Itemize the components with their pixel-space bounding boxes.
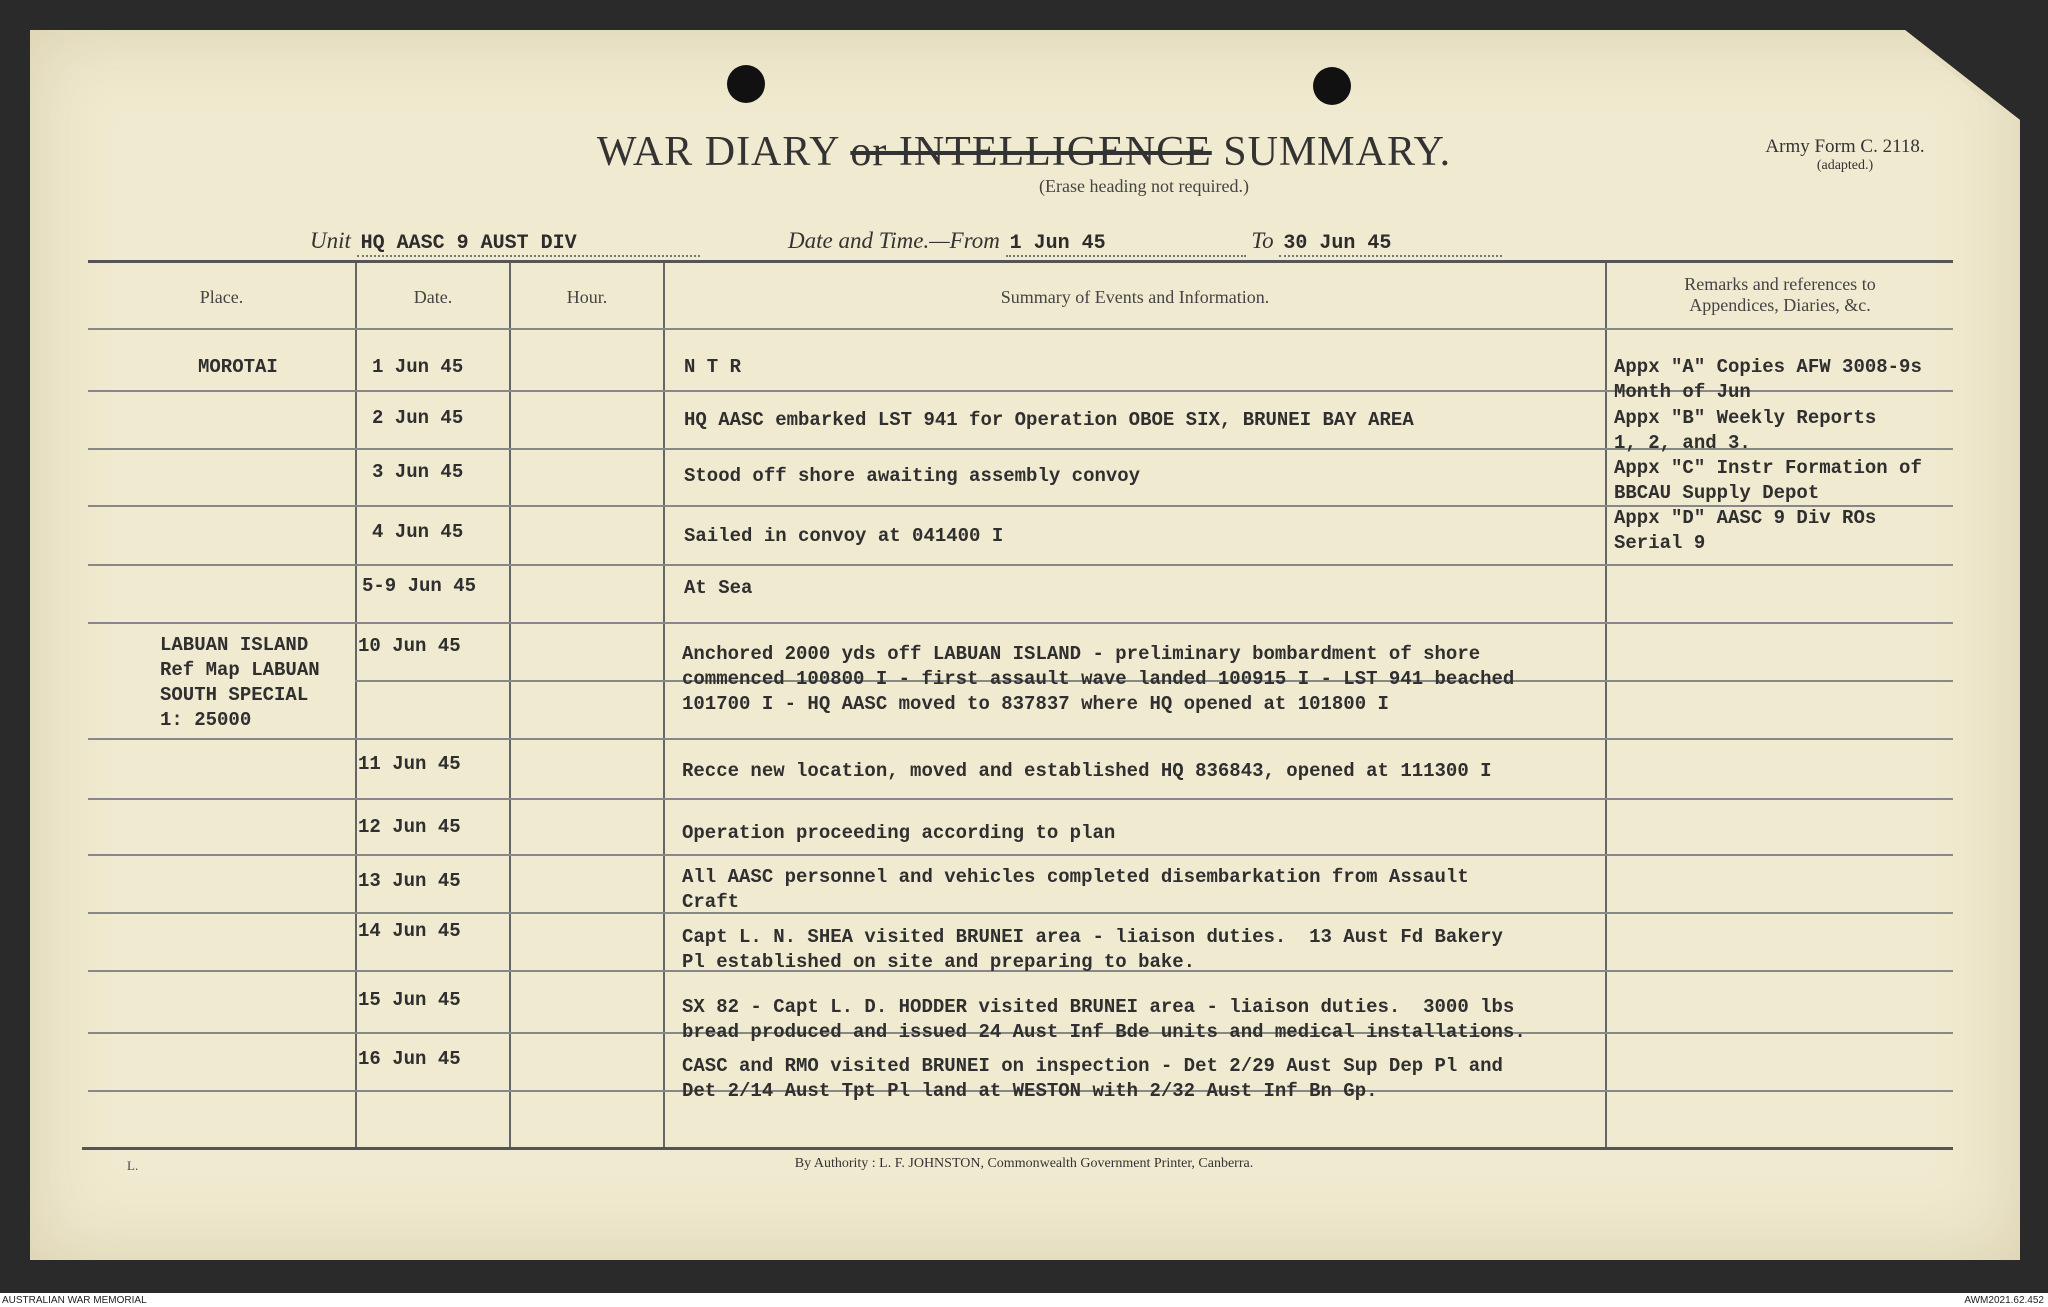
entry-date: 5-9 Jun 45: [362, 575, 477, 597]
row-rule: [88, 854, 1953, 856]
archive-accession-number: AWM2021.62.452: [1964, 1295, 2044, 1306]
row-rule: [88, 622, 1953, 624]
army-form-number: [1745, 136, 1945, 174]
row-rule: [88, 798, 1953, 800]
entry-summary: HQ AASC embarked LST 941 for Operation OBOE SIX, BRUNEI BAY AREA: [684, 409, 1414, 431]
title-summary: SUMMARY.: [1223, 129, 1452, 175]
archive-caption-strip: [0, 1293, 2048, 1307]
entry-summary: Recce new location, moved and established HQ 836843, opened at 111300 I: [682, 760, 1492, 782]
form-subtitle: (Erase heading not required.): [1039, 176, 1249, 196]
punch-hole-right: [1313, 67, 1351, 105]
remark-appendix-c: Appx "C" Instr Formation of BBCAU Supply Depot: [1614, 457, 1922, 504]
title-war-diary: WAR DIARY: [596, 129, 839, 175]
entry-summary: CASC and RMO visited BRUNEI on inspection - Det 2/29 Aust Sup Dep Pl and Det 2/14 Aust Tpt Pl land at WESTON with 2/32 Aust Inf Bn Gp.: [682, 1055, 1503, 1102]
remarks-header-line2: Appendices, Diaries, &c.: [1689, 295, 1871, 315]
entry-date: 13 Jun 45: [358, 870, 461, 892]
entry-date: 11 Jun 45: [358, 753, 461, 775]
row-rule: [88, 738, 1953, 740]
entry-summary: Operation proceeding according to plan: [682, 822, 1116, 844]
date-from-label: Date and Time.—From: [788, 228, 1000, 253]
remark-appendix-a: Appx "A" Copies AFW 3008-9s Month of Jun: [1614, 356, 1922, 403]
title-struck-text: or INTELLIGENCE: [850, 129, 1212, 175]
remark-appendix-d: Appx "D" AASC 9 Div ROs Serial 9: [1614, 507, 1877, 554]
entry-summary: At Sea: [684, 577, 753, 599]
date-to-label: To: [1251, 228, 1274, 253]
footer-printer-authority: By Authority : L. F. JOHNSTON, Commonwealth Government Printer, Canberra.: [794, 1156, 1254, 1171]
remark-appendix-b: Appx "B" Weekly Reports 1, 2, and 3.: [1614, 407, 1877, 454]
table-bottom-rule: [82, 1147, 1953, 1150]
entry-date: 15 Jun 45: [358, 989, 461, 1011]
place-labuan-island: LABUAN ISLAND Ref Map LABUAN SOUTH SPECIAL 1: 25000: [160, 634, 320, 731]
army-form-note: (adapted.): [1816, 158, 1874, 173]
entry-date: 10 Jun 45: [358, 635, 461, 657]
unit-label: Unit: [310, 228, 351, 253]
column-header-remarks: [1607, 274, 1953, 316]
date-to-value: 30 Jun 45: [1279, 232, 1502, 257]
divider-hour-summary: [663, 263, 665, 1147]
entry-date: 1 Jun 45: [372, 356, 464, 378]
entry-summary: Capt L. N. SHEA visited BRUNEI area - liaison duties. 13 Aust Fd Bakery Pl established on site and preparing to bake.: [682, 926, 1503, 973]
date-range-field: [788, 228, 1502, 257]
entry-date: 14 Jun 45: [358, 920, 461, 942]
entry-summary: All AASC personnel and vehicles completed disembarkation from Assault Craft: [682, 866, 1469, 913]
punch-hole-left: [727, 65, 765, 103]
entry-date: 12 Jun 45: [358, 816, 461, 838]
entry-summary: N T R: [684, 356, 742, 378]
column-header-date: Date.: [413, 287, 453, 307]
row-rule: [88, 564, 1953, 566]
entry-summary: Stood off shore awaiting assembly convoy: [684, 465, 1141, 487]
table-top-rule: [88, 260, 1953, 263]
header-row-rule: [88, 328, 1953, 330]
divider-date-hour: [509, 263, 511, 1147]
entry-summary: Sailed in convoy at 041400 I: [684, 525, 1004, 547]
footer-form-code: L.: [127, 1158, 139, 1173]
entry-date: 4 Jun 45: [372, 521, 464, 543]
form-title: [0, 128, 2048, 176]
entry-date: 3 Jun 45: [372, 461, 464, 483]
entry-date: 2 Jun 45: [372, 407, 464, 429]
entry-date: 16 Jun 45: [358, 1048, 461, 1070]
army-form-label: Army Form C. 2118.: [1765, 136, 1925, 157]
entry-summary: Anchored 2000 yds off LABUAN ISLAND - preliminary bombardment of shore commenced 100800 I - first assault wave landed 100915 I - LST 941 beached 101700 I - HQ AASC moved to 837837 where HQ opened at 101800 I: [682, 643, 1515, 715]
unit-value: HQ AASC 9 AUST DIV: [357, 232, 700, 257]
column-header-summary: Summary of Events and Information.: [1000, 287, 1270, 307]
column-header-hour: Hour.: [566, 287, 608, 307]
divider-place-date: [355, 263, 357, 1147]
divider-summary-remarks: [1605, 263, 1607, 1147]
place-morotai: MOROTAI: [198, 356, 278, 378]
archive-name: AUSTRALIAN WAR MEMORIAL: [2, 1295, 147, 1306]
entry-summary: SX 82 - Capt L. D. HODDER visited BRUNEI area - liaison duties. 3000 lbs bread produced and issued 24 Aust Inf Bde units and medical installations.: [682, 996, 1526, 1043]
unit-field: [310, 228, 700, 257]
date-from-value: 1 Jun 45: [1006, 232, 1246, 257]
remarks-header-line1: Remarks and references to: [1684, 274, 1876, 294]
column-header-place: Place.: [199, 287, 244, 307]
